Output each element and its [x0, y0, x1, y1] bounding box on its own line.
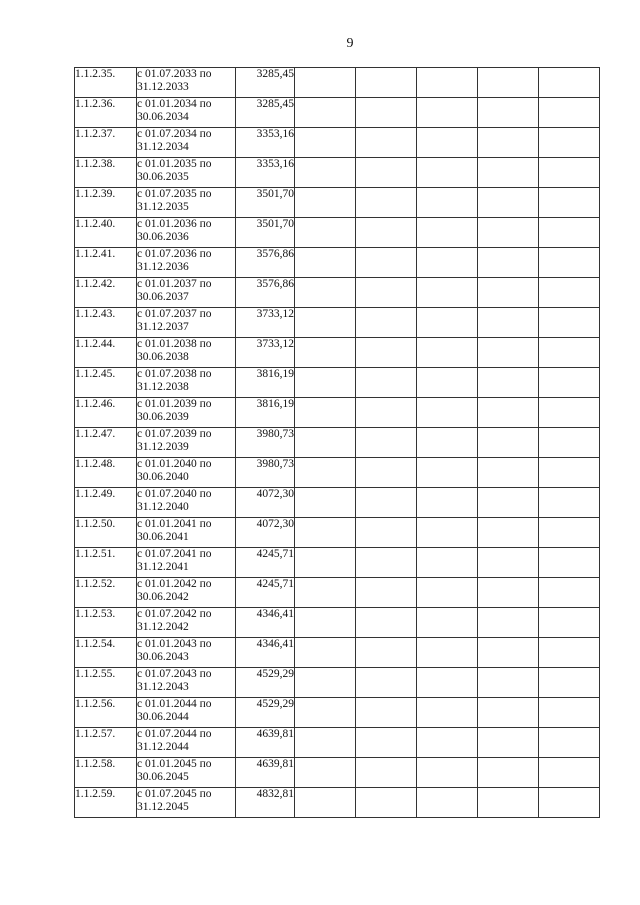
empty-cell — [417, 758, 478, 788]
tariff-value-cell: 4832,81 — [236, 788, 295, 818]
period-end: 30.06.2040 — [137, 471, 189, 483]
empty-cell — [356, 608, 417, 638]
row-number-cell: 1.1.2.37. — [75, 128, 137, 158]
tariff-value-cell: 4245,71 — [236, 548, 295, 578]
table-row — [75, 788, 600, 818]
empty-cell — [417, 68, 478, 98]
empty-cell — [356, 128, 417, 158]
row-number-cell: 1.1.2.36. — [75, 98, 137, 128]
row-number-cell: 1.1.2.41. — [75, 248, 137, 278]
period-cell — [137, 308, 236, 338]
empty-cell — [295, 248, 356, 278]
period-cell — [137, 428, 236, 458]
period-start: с 01.01.2042 по — [137, 578, 212, 590]
tariff-value-cell: 4639,81 — [236, 758, 295, 788]
empty-cell — [295, 338, 356, 368]
empty-cell — [539, 668, 600, 698]
empty-cell — [356, 758, 417, 788]
empty-cell — [417, 668, 478, 698]
empty-cell — [478, 308, 539, 338]
empty-cell — [417, 488, 478, 518]
tariff-value-cell: 3285,45 — [236, 68, 295, 98]
empty-cell — [417, 398, 478, 428]
empty-cell — [539, 278, 600, 308]
empty-cell — [295, 518, 356, 548]
empty-cell — [539, 128, 600, 158]
tariff-value-cell: 3733,12 — [236, 308, 295, 338]
empty-cell — [417, 548, 478, 578]
empty-cell — [478, 248, 539, 278]
tariff-value-cell: 3733,12 — [236, 338, 295, 368]
empty-cell — [539, 758, 600, 788]
row-number-cell: 1.1.2.43. — [75, 308, 137, 338]
empty-cell — [478, 548, 539, 578]
empty-cell — [417, 458, 478, 488]
empty-cell — [356, 68, 417, 98]
period-start: с 01.01.2034 по — [137, 98, 212, 110]
empty-cell — [417, 188, 478, 218]
period-cell — [137, 788, 236, 818]
period-end: 30.06.2035 — [137, 171, 189, 183]
empty-cell — [478, 488, 539, 518]
empty-cell — [295, 278, 356, 308]
empty-cell — [417, 248, 478, 278]
empty-cell — [539, 98, 600, 128]
period-end: 30.06.2034 — [137, 111, 189, 123]
empty-cell — [478, 578, 539, 608]
row-number-cell: 1.1.2.38. — [75, 158, 137, 188]
period-start: с 01.01.2036 по — [137, 218, 212, 230]
empty-cell — [417, 128, 478, 158]
period-start: с 01.07.2034 по — [137, 128, 212, 140]
table-row — [75, 368, 600, 398]
empty-cell — [417, 428, 478, 458]
tariff-value-cell: 4072,30 — [236, 488, 295, 518]
period-start: с 01.01.2044 по — [137, 698, 212, 710]
empty-cell — [539, 488, 600, 518]
empty-cell — [417, 158, 478, 188]
period-end: 31.12.2043 — [137, 681, 189, 693]
empty-cell — [539, 698, 600, 728]
empty-cell — [539, 68, 600, 98]
empty-cell — [356, 278, 417, 308]
row-number-cell: 1.1.2.59. — [75, 788, 137, 818]
empty-cell — [478, 518, 539, 548]
empty-cell — [295, 398, 356, 428]
empty-cell — [539, 428, 600, 458]
tariff-table-body — [75, 68, 600, 818]
tariff-value-cell: 3501,70 — [236, 218, 295, 248]
period-start: с 01.01.2035 по — [137, 158, 212, 170]
empty-cell — [478, 128, 539, 158]
period-end: 31.12.2038 — [137, 381, 189, 393]
tariff-value-cell: 4639,81 — [236, 728, 295, 758]
empty-cell — [417, 338, 478, 368]
period-end: 30.06.2038 — [137, 351, 189, 363]
empty-cell — [539, 788, 600, 818]
empty-cell — [295, 758, 356, 788]
empty-cell — [417, 728, 478, 758]
empty-cell — [356, 98, 417, 128]
table-row — [75, 668, 600, 698]
tariff-value-cell: 4346,41 — [236, 638, 295, 668]
row-number-cell: 1.1.2.48. — [75, 458, 137, 488]
period-cell — [137, 188, 236, 218]
empty-cell — [478, 788, 539, 818]
row-number-cell: 1.1.2.51. — [75, 548, 137, 578]
period-cell — [137, 578, 236, 608]
page-number: 9 — [346, 36, 354, 51]
empty-cell — [295, 308, 356, 338]
row-number-cell: 1.1.2.57. — [75, 728, 137, 758]
empty-cell — [539, 578, 600, 608]
empty-cell — [356, 338, 417, 368]
row-number-cell: 1.1.2.46. — [75, 398, 137, 428]
table-row — [75, 278, 600, 308]
empty-cell — [478, 158, 539, 188]
empty-cell — [478, 458, 539, 488]
empty-cell — [478, 608, 539, 638]
table-row — [75, 128, 600, 158]
empty-cell — [478, 368, 539, 398]
row-number-cell: 1.1.2.39. — [75, 188, 137, 218]
period-start: с 01.07.2033 по — [137, 68, 212, 80]
table-row — [75, 248, 600, 278]
period-cell — [137, 128, 236, 158]
row-number-cell: 1.1.2.53. — [75, 608, 137, 638]
period-end: 31.12.2034 — [137, 141, 189, 153]
empty-cell — [539, 608, 600, 638]
table-row — [75, 548, 600, 578]
empty-cell — [539, 728, 600, 758]
empty-cell — [295, 98, 356, 128]
empty-cell — [356, 218, 417, 248]
empty-cell — [295, 488, 356, 518]
tariff-table — [74, 67, 600, 818]
period-end: 31.12.2042 — [137, 621, 189, 633]
empty-cell — [295, 638, 356, 668]
table-row — [75, 98, 600, 128]
row-number-cell: 1.1.2.45. — [75, 368, 137, 398]
tariff-value-cell: 3816,19 — [236, 398, 295, 428]
period-end: 31.12.2036 — [137, 261, 189, 273]
empty-cell — [539, 518, 600, 548]
empty-cell — [417, 278, 478, 308]
period-end: 30.06.2045 — [137, 771, 189, 783]
tariff-value-cell: 3816,19 — [236, 368, 295, 398]
empty-cell — [478, 698, 539, 728]
empty-cell — [417, 788, 478, 818]
empty-cell — [539, 398, 600, 428]
empty-cell — [356, 488, 417, 518]
row-number-cell: 1.1.2.55. — [75, 668, 137, 698]
empty-cell — [356, 788, 417, 818]
period-cell — [137, 368, 236, 398]
row-number-cell: 1.1.2.42. — [75, 278, 137, 308]
period-end: 30.06.2042 — [137, 591, 189, 603]
empty-cell — [478, 278, 539, 308]
empty-cell — [356, 248, 417, 278]
period-start: с 01.01.2043 по — [137, 638, 212, 650]
period-end: 30.06.2044 — [137, 711, 189, 723]
table-row — [75, 758, 600, 788]
period-end: 30.06.2043 — [137, 651, 189, 663]
period-cell — [137, 518, 236, 548]
tariff-value-cell: 4529,29 — [236, 698, 295, 728]
period-start: с 01.07.2038 по — [137, 368, 212, 380]
empty-cell — [539, 338, 600, 368]
tariff-value-cell: 3576,86 — [236, 278, 295, 308]
empty-cell — [539, 458, 600, 488]
table-row — [75, 338, 600, 368]
table-row — [75, 728, 600, 758]
empty-cell — [356, 728, 417, 758]
period-cell — [137, 278, 236, 308]
empty-cell — [356, 188, 417, 218]
empty-cell — [478, 68, 539, 98]
empty-cell — [539, 188, 600, 218]
empty-cell — [295, 668, 356, 698]
table-row — [75, 518, 600, 548]
period-end: 31.12.2040 — [137, 501, 189, 513]
table-row — [75, 158, 600, 188]
period-cell — [137, 98, 236, 128]
period-start: с 01.07.2042 по — [137, 608, 212, 620]
empty-cell — [417, 308, 478, 338]
period-cell — [137, 398, 236, 428]
empty-cell — [539, 248, 600, 278]
period-cell — [137, 68, 236, 98]
empty-cell — [539, 368, 600, 398]
tariff-value-cell: 3576,86 — [236, 248, 295, 278]
empty-cell — [295, 578, 356, 608]
period-start: с 01.01.2038 по — [137, 338, 212, 350]
empty-cell — [356, 638, 417, 668]
empty-cell — [356, 668, 417, 698]
table-row — [75, 428, 600, 458]
empty-cell — [539, 548, 600, 578]
row-number-cell: 1.1.2.35. — [75, 68, 137, 98]
empty-cell — [295, 188, 356, 218]
tariff-value-cell: 4072,30 — [236, 518, 295, 548]
empty-cell — [295, 788, 356, 818]
tariff-value-cell: 3353,16 — [236, 128, 295, 158]
tariff-value-cell: 3285,45 — [236, 98, 295, 128]
period-start: с 01.07.2045 по — [137, 788, 212, 800]
period-start: с 01.01.2039 по — [137, 398, 212, 410]
empty-cell — [295, 548, 356, 578]
period-cell — [137, 668, 236, 698]
table-row — [75, 698, 600, 728]
row-number-cell: 1.1.2.58. — [75, 758, 137, 788]
period-start: с 01.01.2041 по — [137, 518, 212, 530]
empty-cell — [295, 128, 356, 158]
empty-cell — [478, 728, 539, 758]
period-cell — [137, 698, 236, 728]
table-row — [75, 578, 600, 608]
table-row — [75, 608, 600, 638]
empty-cell — [478, 98, 539, 128]
empty-cell — [417, 98, 478, 128]
empty-cell — [417, 518, 478, 548]
tariff-value-cell: 4529,29 — [236, 668, 295, 698]
empty-cell — [295, 158, 356, 188]
row-number-cell: 1.1.2.49. — [75, 488, 137, 518]
period-cell — [137, 458, 236, 488]
empty-cell — [356, 518, 417, 548]
period-start: с 01.01.2040 по — [137, 458, 212, 470]
period-start: с 01.07.2035 по — [137, 188, 212, 200]
period-cell — [137, 488, 236, 518]
period-start: с 01.01.2037 по — [137, 278, 212, 290]
empty-cell — [295, 458, 356, 488]
empty-cell — [356, 158, 417, 188]
tariff-value-cell: 3501,70 — [236, 188, 295, 218]
period-end: 31.12.2035 — [137, 201, 189, 213]
empty-cell — [295, 428, 356, 458]
empty-cell — [539, 218, 600, 248]
tariff-value-cell: 4245,71 — [236, 578, 295, 608]
table-row — [75, 188, 600, 218]
period-cell — [137, 758, 236, 788]
empty-cell — [478, 758, 539, 788]
empty-cell — [417, 368, 478, 398]
tariff-value-cell: 3980,73 — [236, 458, 295, 488]
row-number-cell: 1.1.2.44. — [75, 338, 137, 368]
period-end: 31.12.2033 — [137, 81, 189, 93]
empty-cell — [356, 578, 417, 608]
row-number-cell: 1.1.2.56. — [75, 698, 137, 728]
empty-cell — [478, 428, 539, 458]
empty-cell — [417, 218, 478, 248]
row-number-cell: 1.1.2.47. — [75, 428, 137, 458]
table-row — [75, 68, 600, 98]
period-end: 31.12.2039 — [137, 441, 189, 453]
empty-cell — [417, 638, 478, 668]
empty-cell — [478, 638, 539, 668]
empty-cell — [356, 698, 417, 728]
tariff-value-cell: 4346,41 — [236, 608, 295, 638]
period-end: 30.06.2039 — [137, 411, 189, 423]
table-row — [75, 308, 600, 338]
empty-cell — [539, 158, 600, 188]
row-number-cell: 1.1.2.40. — [75, 218, 137, 248]
table-row — [75, 488, 600, 518]
empty-cell — [539, 308, 600, 338]
table-row — [75, 398, 600, 428]
period-cell — [137, 728, 236, 758]
period-start: с 01.07.2043 по — [137, 668, 212, 680]
empty-cell — [356, 458, 417, 488]
period-cell — [137, 608, 236, 638]
table-row — [75, 218, 600, 248]
empty-cell — [356, 308, 417, 338]
period-start: с 01.07.2039 по — [137, 428, 212, 440]
empty-cell — [295, 68, 356, 98]
row-number-cell: 1.1.2.52. — [75, 578, 137, 608]
empty-cell — [478, 668, 539, 698]
tariff-value-cell: 3353,16 — [236, 158, 295, 188]
period-end: 31.12.2037 — [137, 321, 189, 333]
period-end: 30.06.2036 — [137, 231, 189, 243]
period-cell — [137, 338, 236, 368]
tariff-value-cell: 3980,73 — [236, 428, 295, 458]
period-end: 31.12.2045 — [137, 801, 189, 813]
period-start: с 01.07.2044 по — [137, 728, 212, 740]
period-end: 31.12.2041 — [137, 561, 189, 573]
empty-cell — [478, 338, 539, 368]
period-end: 30.06.2037 — [137, 291, 189, 303]
period-start: с 01.07.2037 по — [137, 308, 212, 320]
empty-cell — [356, 428, 417, 458]
period-start: с 01.07.2040 по — [137, 488, 212, 500]
empty-cell — [356, 398, 417, 428]
period-cell — [137, 548, 236, 578]
empty-cell — [295, 218, 356, 248]
table-row — [75, 638, 600, 668]
empty-cell — [478, 398, 539, 428]
period-cell — [137, 638, 236, 668]
empty-cell — [356, 548, 417, 578]
empty-cell — [478, 188, 539, 218]
empty-cell — [295, 368, 356, 398]
empty-cell — [356, 368, 417, 398]
row-number-cell: 1.1.2.54. — [75, 638, 137, 668]
empty-cell — [478, 218, 539, 248]
period-start: с 01.01.2045 по — [137, 758, 212, 770]
period-cell — [137, 218, 236, 248]
empty-cell — [295, 698, 356, 728]
table-row — [75, 458, 600, 488]
period-start: с 01.07.2041 по — [137, 548, 212, 560]
period-start: с 01.07.2036 по — [137, 248, 212, 260]
empty-cell — [417, 608, 478, 638]
empty-cell — [417, 578, 478, 608]
period-end: 30.06.2041 — [137, 531, 189, 543]
period-cell — [137, 248, 236, 278]
empty-cell — [295, 728, 356, 758]
row-number-cell: 1.1.2.50. — [75, 518, 137, 548]
empty-cell — [295, 608, 356, 638]
empty-cell — [417, 698, 478, 728]
period-cell — [137, 158, 236, 188]
period-end: 31.12.2044 — [137, 741, 189, 753]
empty-cell — [539, 638, 600, 668]
